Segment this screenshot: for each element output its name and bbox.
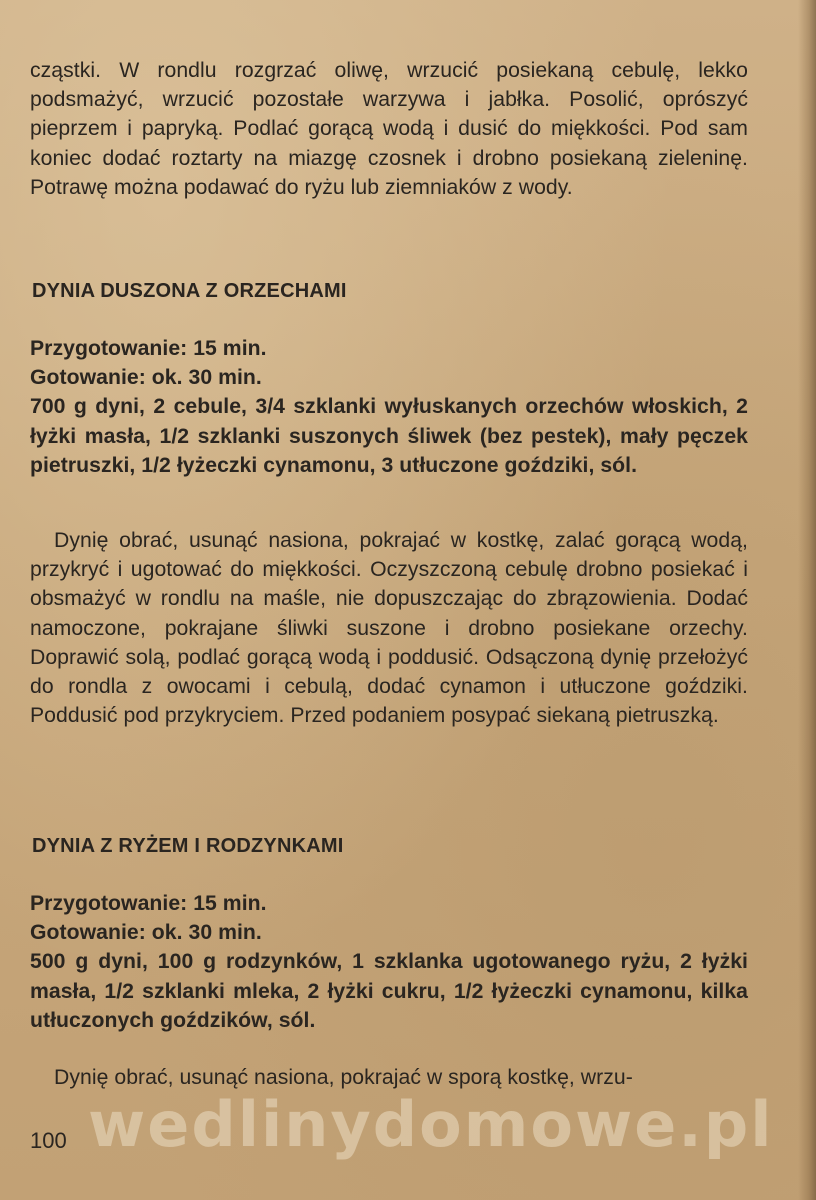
recipe-1-prep-time: Przygotowanie: 15 min. [30,337,267,360]
recipe-2-prep-time: Przygotowanie: 15 min. [30,892,267,915]
recipe-2-method-start: Dynię obrać, usunąć nasiona, pokrajać w sporą kostkę, wrzu- [54,1066,633,1089]
recipe-2-title: DYNIA Z RYŻEM I RODZYNKAMI [32,835,344,857]
recipe-1-info [30,334,748,480]
intro-paragraph: cząstki. W rondlu rozgrzać oliwę, wrzucić posiekaną cebulę, lekko podsmażyć, wrzucić pozostałe warzywa i jabłka. Posolić, oprószyć pieprzem i papryką. Podlać gorącą wodą i dusić do miękkości. Pod sam koniec dodać roztarty na miazgę czosnek i drobno posiekaną zieleninę. Potrawę można podawać do ryżu lub ziemniaków z wody. [30,59,748,199]
recipe-1-cook-time: Gotowanie: ok. 30 min. [30,366,262,390]
watermark: wedlinydomowe.pl [88,1088,774,1161]
page-edge-shadow [798,0,816,1200]
page-number: 100 [30,1128,67,1153]
recipe-1-method: Dynię obrać, usunąć nasiona, pokrajać w kostkę, zalać gorącą wodą, przykryć i ugotować do miękkości. Oczyszczoną cebulę drobno posiekać i obsmażyć w rondlu na maśle, nie dopuszczając do zbrązowienia. Dodać namoczone, pokrajane śliwki suszone i drobno posiekane orzechy. Doprawić solą, podlać gorącą wodą i poddusić. Odsączoną dynię przełożyć do rondla z owocami i cebulą, dodać cynamon i utłuczone goździki. Poddusić pod przykryciem. Przed podaniem posypać siekaną pietruszką. [30,529,748,728]
recipe-2-info [30,889,748,1035]
recipe-1-ingredients: 700 g dyni, 2 cebule, 3/4 szklanki wyłuskanych orzechów włoskich, 2 łyżki masła, 1/2 szklanki suszonych śliwek (bez pestek), mały pęczek pietruszki, 1/2 łyżeczki cynamonu, 3 utłuczone goździki, sól. [30,395,748,477]
recipe-2-cook-time: Gotowanie: ok. 30 min. [30,921,262,945]
recipe-2-ingredients: 500 g dyni, 100 g rodzynków, 1 szklanka ugotowanego ryżu, 2 łyżki masła, 1/2 szklanki mleka, 2 łyżki cukru, 1/2 łyżeczki cynamonu, kilka utłuczonych goździków, sól. [30,950,748,1032]
recipe-1-title: DYNIA DUSZONA Z ORZECHAMI [32,280,347,302]
